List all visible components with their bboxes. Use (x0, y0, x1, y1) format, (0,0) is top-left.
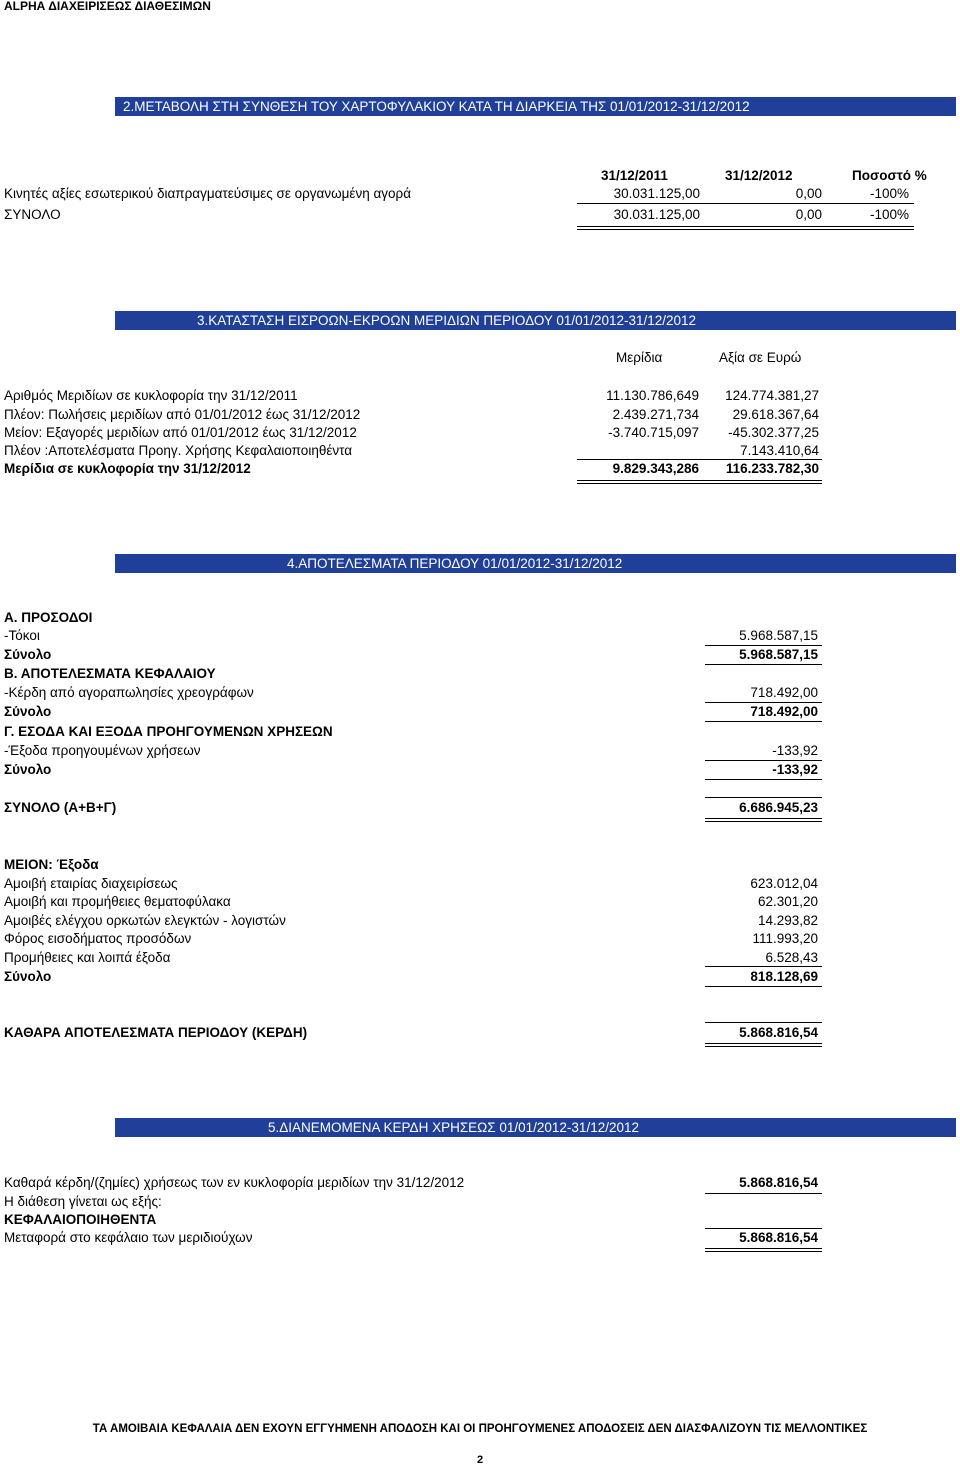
col-header-units: Μερίδια (616, 350, 663, 365)
expense-row-other-value: 6.528,43 (765, 950, 818, 965)
holdings-total-2011: 30.031.125,00 (613, 207, 700, 222)
expense-row-other-label: Προμήθειες και λοιπά έξοδα (4, 950, 171, 965)
expense-row-management-value: 623.012,04 (750, 876, 818, 891)
units-row-opening-value: 124.774.381,27 (725, 388, 819, 403)
net-result-value: 5.868.816,54 (739, 1025, 818, 1040)
holdings-row-2011: 30.031.125,00 (613, 186, 700, 201)
expense-row-management-label: Αμοιβή εταιρίας διαχειρίσεως (4, 876, 178, 891)
page-number: 2 (476, 1454, 484, 1466)
capital-total-underline (705, 721, 822, 722)
col-header-value: Αξία σε Ευρώ (719, 350, 802, 365)
transfer-label: Μεταφορά στο κεφάλαιο των μεριδιούχων (4, 1230, 253, 1245)
units-row-sales-units: 2.439.271,734 (612, 407, 699, 422)
section-3-title: 3.ΚΑΤΑΣΤΑΣΗ ΕΙΣΡΟΩΝ-ΕΚΡΟΩΝ ΜΕΡΙΔΙΩΝ ΠΕΡΙΟΔΟΥ 01/01/2012-31/12/2012 (197, 313, 697, 328)
units-row-redemptions-value: -45.302.377,25 (728, 425, 819, 440)
section-3-title-bar (115, 311, 956, 330)
units-row-redemptions-label: Μείον: Εξαγορές μεριδίων από 01/01/2012 έως 31/12/2012 (4, 425, 357, 440)
col-header-2011: 31/12/2011 (601, 168, 668, 183)
prior-total-label: Σύνολο (4, 762, 52, 777)
section-5-title: 5.ΔΙΑΝΕΜΟΜΕΝΑ ΚΕΡΔΗ ΧΡΗΣΕΩΣ 01/01/2012-31/12/2012 (268, 1120, 639, 1135)
section-4-title: 4.ΑΠΟΤΕΛΕΣΜΑΤΑ ΠΕΡΙΟΔΟΥ 01/01/2012-31/12/2012 (287, 556, 623, 571)
capital-heading: Β. ΑΠΟΤΕΛΕΣΜΑΤΑ ΚΕΦΑΛΑΙΟΥ (4, 666, 216, 681)
prior-total-underline (705, 779, 822, 780)
distributable-profit-underline (705, 1193, 822, 1194)
distribution-text: Η διάθεση γίνεται ως εξής: (4, 1194, 162, 1209)
grand-total-label: ΣΥΝΟΛΟ (Α+Β+Γ) (4, 800, 117, 815)
expenses-heading: ΜΕΙΟΝ: Έξοδα (4, 857, 99, 872)
holdings-row-label: Κινητές αξίες εσωτερικού διαπραγματεύσιμες σε οργανωμένη αγορά (4, 186, 412, 201)
footer-disclaimer: ΤΑ ΑΜΟΙΒΑΙΑ ΚΕΦΑΛΑΙΑ ΔΕΝ ΕΧΟΥΝ ΕΓΓΥΗΜΕΝΗ ΑΠΟΔΟΣΗ ΚΑΙ ΟΙ ΠΡΟΗΓΟΥΜΕΝΕΣ ΑΠΟΔΟΣΕΙΣ ΔΕΝ ΔΙΑΣΦΑΛΙΖΟΥΝ ΤΙΣ ΜΕΛΛΟΝΤΙΚΕΣ (92, 1423, 868, 1435)
expenses-total-value: 818.128,69 (750, 969, 818, 984)
holdings-total-label: ΣΥΝΟΛΟ (4, 207, 61, 222)
net-result-rule (705, 1022, 822, 1023)
grand-total-double-rule (705, 818, 822, 822)
revenue-total-underline (705, 664, 822, 665)
section-4-title-bar (115, 554, 956, 573)
capital-total-rule (705, 702, 822, 703)
interest-label: -Τόκοι (4, 628, 40, 643)
expense-row-audit-label: Αμοιβές ελέγχου ορκωτών ελεγκτών - λογιστών (4, 913, 286, 928)
holdings-total-2012: 0,00 (795, 207, 822, 222)
units-row-sales-label: Πλέον: Πωλήσεις μεριδίων από 01/01/2012 έως 31/12/2012 (4, 407, 361, 422)
capitalized-heading: ΚΕΦΑΛΑΙΟΠΟΙΗΘΕΝΤΑ (4, 1212, 157, 1227)
holdings-row-2012: 0,00 (795, 186, 822, 201)
prior-years-value: -133,92 (772, 743, 818, 758)
units-row-redemptions-units: -3.740.715,097 (608, 425, 699, 440)
prior-total-rule (705, 760, 822, 761)
section-2-title-bar (115, 97, 956, 116)
prior-total-value: -133,92 (772, 762, 818, 777)
units-row-closing-label: Μερίδια σε κυκλοφορία την 31/12/2012 (4, 461, 251, 476)
expense-row-tax-label: Φόρος εισοδήματος προσόδων (4, 931, 192, 946)
net-result-double-rule (705, 1043, 822, 1047)
transfer-rule (705, 1228, 822, 1229)
prior-years-heading: Γ. ΕΣΟΔΑ ΚΑΙ ΕΞΟΔΑ ΠΡΟΗΓΟΥΜΕΝΩΝ ΧΡΗΣΕΩΝ (4, 724, 333, 739)
units-row-closing-value: 116.233.782,30 (725, 461, 819, 476)
units-row-capitalized-value: 7.143.410,64 (740, 443, 819, 458)
section-5-title-bar (115, 1118, 956, 1137)
holdings-total-percent: -100% (869, 207, 909, 222)
units-row-capitalized-label: Πλέον :Αποτελέσματα Προηγ. Χρήσης Κεφαλαιοποιηθέντα (4, 443, 353, 458)
revenue-total-rule (705, 645, 822, 646)
units-total-rule (577, 459, 822, 460)
col-header-2012: 31/12/2012 (725, 168, 793, 183)
capital-total-label: Σύνολο (4, 704, 52, 719)
transfer-value: 5.868.816,54 (739, 1230, 818, 1245)
revenue-total-label: Σύνολο (4, 647, 52, 662)
section-2-title: 2.ΜΕΤΑΒΟΛΗ ΣΤΗ ΣΥΝΘΕΣΗ ΤΟΥ ΧΑΡΤΟΦΥΛΑΚΙΟΥ ΚΑΤΑ ΤΗ ΔΙΑΡΚΕΙΑ ΤΗΣ 01/01/2012-31/12/2012 (123, 99, 750, 114)
expenses-total-label: Σύνολο (4, 969, 52, 984)
expenses-total-underline (705, 986, 822, 987)
expenses-total-rule (705, 966, 822, 967)
holdings-total-rule (577, 203, 914, 204)
holdings-total-double-rule (577, 226, 914, 230)
gains-label: -Κέρδη από αγοραπωλησίες χρεογράφων (4, 685, 254, 700)
col-header-percent: Ποσοστό % (852, 168, 927, 183)
transfer-double-rule (705, 1248, 822, 1252)
units-row-opening-label: Αριθμός Μεριδίων σε κυκλοφορία την 31/12/2011 (4, 388, 298, 403)
interest-value: 5.968.587,15 (739, 628, 818, 643)
prior-years-label: -Έξοδα προηγουμένων χρήσεων (4, 743, 201, 758)
expense-row-tax-value: 111.993,20 (752, 931, 818, 946)
gains-value: 718.492,00 (750, 685, 818, 700)
units-row-sales-value: 29.618.367,64 (732, 407, 819, 422)
revenue-heading: Α. ΠΡΟΣΟΔΟΙ (4, 610, 93, 625)
capital-total-value: 718.492,00 (750, 704, 818, 719)
expense-row-custodian-label: Αμοιβή και προμήθειες θεματοφύλακα (4, 894, 231, 909)
expense-row-audit-value: 14.293,82 (757, 913, 818, 928)
grand-total-value: 6.686.945,23 (739, 800, 818, 815)
distributable-profit-label: Καθαρά κέρδη/(ζημίες) χρήσεως των εν κυκλοφορία μεριδίων την 31/12/2012 (4, 1175, 465, 1190)
revenue-total-value: 5.968.587,15 (739, 647, 818, 662)
distributable-profit-value: 5.868.816,54 (739, 1175, 818, 1190)
units-closing-double-rule (577, 480, 822, 484)
holdings-row-percent: -100% (869, 186, 909, 201)
units-row-closing-units: 9.829.343,286 (612, 461, 699, 476)
company-name: ALPHA ΔΙΑΧΕΙΡΙΣΕΩΣ ΔΙΑΘΕΣΙΜΩΝ (4, 0, 211, 13)
expense-row-custodian-value: 62.301,20 (757, 894, 818, 909)
units-row-opening-units: 11.130.786,649 (606, 388, 699, 403)
net-result-label: ΚΑΘΑΡΑ ΑΠΟΤΕΛΕΣΜΑΤΑ ΠΕΡΙΟΔΟΥ (ΚΕΡΔΗ) (4, 1025, 308, 1040)
grand-total-rule (705, 797, 822, 798)
